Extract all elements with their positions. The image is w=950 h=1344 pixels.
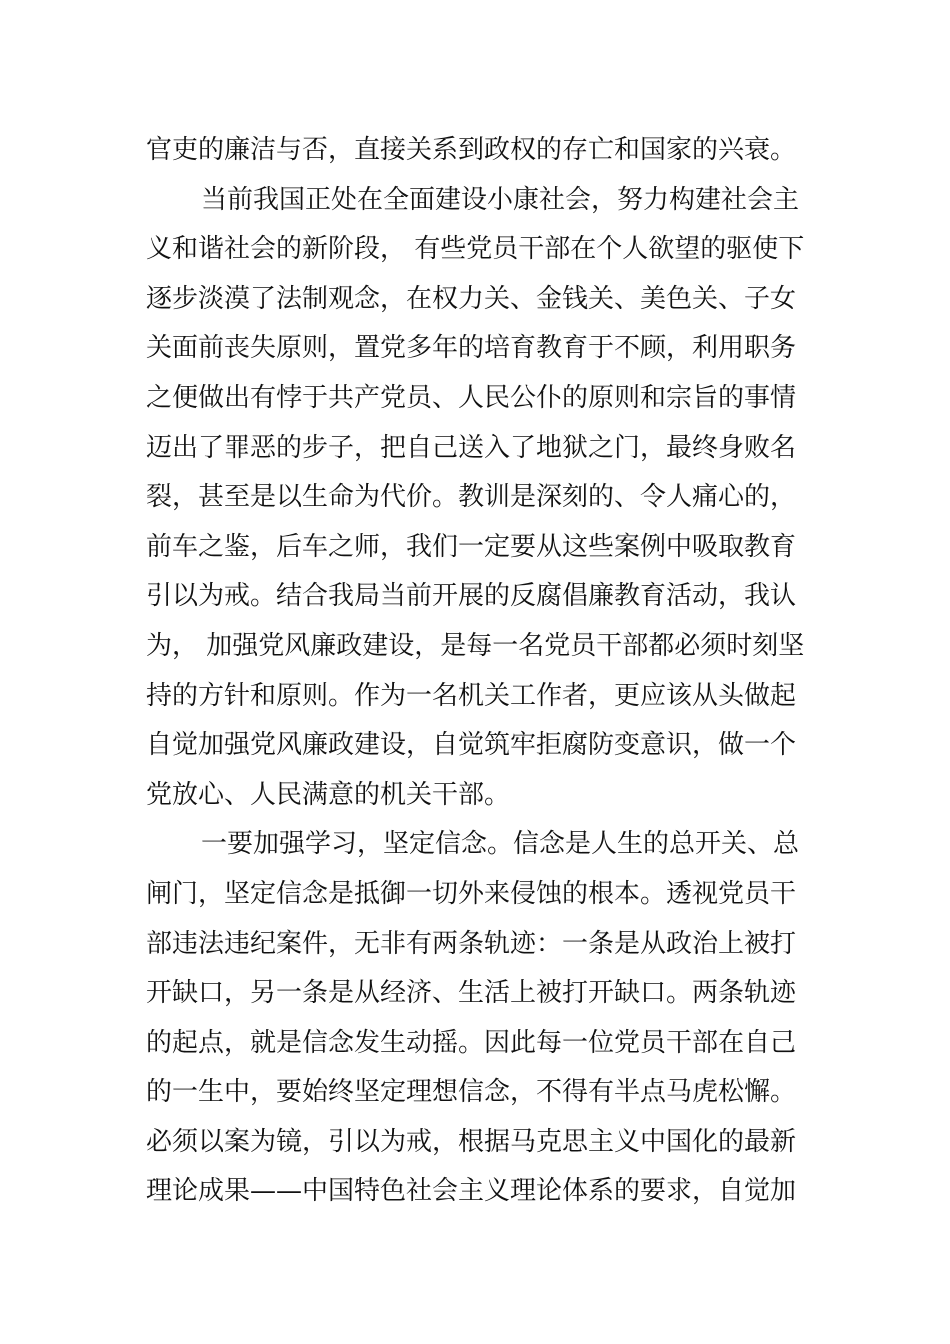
text-line-9: 前车之鉴，后车之师，我们一定要从这些案例中吸取教育: [146, 531, 797, 562]
text-line-18: 开缺口，另一条是从经济、生活上被打开缺口。两条轨迹: [146, 978, 797, 1009]
text-line-13: 自觉加强党风廉政建设，自觉筑牢拒腐防变意识，做一个: [146, 730, 797, 761]
text-line-17: 部违法违纪案件，无非有两条轨迹：一条是从政治上被打: [146, 928, 797, 959]
body-text: [146, 126, 816, 1217]
text-line-19: 的起点，就是信念发生动摇。因此每一位党员干部在自己: [146, 1027, 797, 1058]
paragraph-start-line: 当前我国正处在全面建设小康社会，努力构建社会主: [201, 184, 800, 215]
text-line-20: 的一生中，要始终坚定理想信念，不得有半点马虎松懈。: [146, 1077, 797, 1108]
text-line-21: 必须以案为镜，引以为戒，根据马克思主义中国化的最新: [146, 1126, 797, 1157]
text-line-10: 引以为戒。结合我局当前开展的反腐倡廉教育活动，我认: [146, 581, 797, 612]
text-line-8: 裂，甚至是以生命为代价。教训是深刻的、令人痛心的，: [146, 482, 797, 513]
text-line-5: 关面前丧失原则，置党多年的培育教育于不顾，利用职务: [146, 333, 797, 364]
text-line-16: 闸门，坚定信念是抵御一切外来侵蚀的根本。透视党员干: [146, 878, 797, 909]
text-line-11: 为， 加强党风廉政建设，是每一名党员干部都必须时刻坚: [146, 630, 805, 661]
text-line-7: 迈出了罪恶的步子，把自己送入了地狱之门，最终身败名: [146, 432, 797, 463]
text-line-12: 持的方针和原则。作为一名机关工作者，更应该从头做起: [146, 680, 797, 711]
text-line-3: 义和谐社会的新阶段， 有些党员干部在个人欲望的驱使下: [146, 234, 805, 265]
text-line-22: 理论成果——中国特色社会主义理论体系的要求，自觉加: [146, 1176, 797, 1207]
text-line-14: 党放心、人民满意的机关干部。: [146, 779, 511, 810]
paragraph-start-line: 一要加强学习，坚定信念。信念是人生的总开关、总: [201, 829, 800, 860]
text-line-6: 之便做出有悖于共产党员、人民公仆的原则和宗旨的事情: [146, 382, 797, 413]
text-line-1: 官吏的廉洁与否，直接关系到政权的存亡和国家的兴衰。: [146, 135, 797, 165]
text-line-4: 逐步淡漠了法制观念，在权力关、金钱关、美色关、子女: [146, 283, 797, 314]
